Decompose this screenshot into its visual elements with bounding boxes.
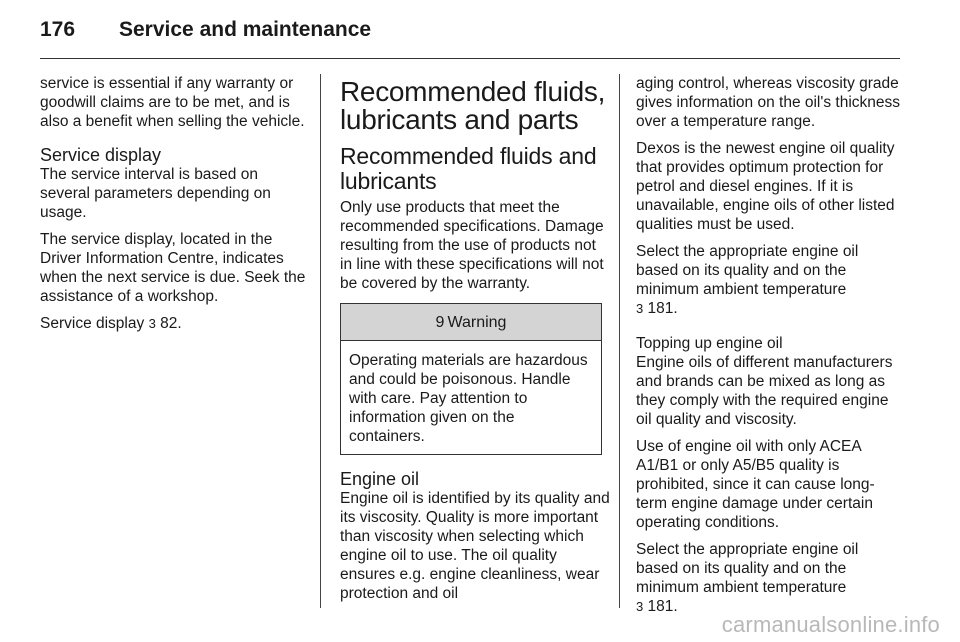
section-title: Service and maintenance <box>119 18 372 41</box>
topping-up-paragraph-1: Engine oils of different manufacturers and brands can be mixed as long as they comply with the required engine oil quality and viscosity. <box>636 354 893 428</box>
column-divider-2 <box>619 74 620 608</box>
dexos-paragraph: Dexos is the newest engine oil quality that provides optimum protection for petrol and diesel engines. If it is unavailable, engine oils of other listed qualities must be used. <box>636 140 895 233</box>
topping-up-heading: Topping up engine oil <box>636 335 783 352</box>
warning-text: Operating materials are hazardous and could be poisonous. Handle with care. Pay attention to information given on the containers. <box>349 352 588 445</box>
sub-heading: Recommended fluids and lubricants <box>340 143 597 194</box>
reference-arrow-icon: 3 <box>636 301 644 316</box>
page-number: 176 <box>40 18 76 41</box>
service-display-heading: Service display <box>40 145 162 165</box>
warning-header <box>341 304 601 341</box>
service-display-reference <box>40 314 310 333</box>
reference-label: Service display <box>40 315 145 332</box>
engine-oil-heading: Engine oil <box>340 469 420 489</box>
viscosity-paragraph: aging control, whereas viscosity grade gives information on the oil's thickness over a temperature range. <box>636 75 901 130</box>
reference-page[interactable]: 82. <box>160 315 182 332</box>
select-oil-text: Select the appropriate engine oil based on its quality and on the minimum ambient temperature <box>636 243 859 298</box>
warning-box <box>340 303 602 455</box>
main-heading: Recommended fluids, lubricants and parts <box>340 76 606 135</box>
select-oil-paragraph <box>636 242 904 318</box>
warning-triangle-icon: 9 <box>435 313 445 331</box>
column-3 <box>636 74 904 624</box>
fluids-intro-paragraph: Only use products that meet the recommended specifications. Damage resulting from the use of products not in line with these specifications will not be covered by the warranty. <box>340 199 604 292</box>
select-oil-text: Select the appropriate engine oil based on its quality and on the minimum ambient temperature <box>636 541 859 596</box>
column-2 <box>340 74 610 611</box>
page-header <box>40 18 900 54</box>
topping-up-paragraph-3 <box>636 540 904 616</box>
reference-page[interactable]: 181. <box>647 598 678 615</box>
reference-arrow-icon: 3 <box>148 316 156 331</box>
column-divider-1 <box>320 74 321 608</box>
service-display-paragraph-1: The service interval is based on several parameters depending on usage. <box>40 166 271 221</box>
header-rule <box>40 58 900 59</box>
column-1 <box>40 74 310 341</box>
topping-up-paragraph-2: Use of engine oil with only ACEA A1/B1 or only A5/B5 quality is prohibited, since it can cause long-term engine damage under certain operating conditions. <box>636 438 875 531</box>
engine-oil-paragraph: Engine oil is identified by its quality and its viscosity. Quality is more important than viscosity when selecting which engine oil to use. The oil quality ensures e.g. engine cleanliness, wear protection and oil <box>340 490 610 602</box>
service-display-paragraph-2: The service display, located in the Driver Information Centre, indicates when the next service is due. Seek the assistance of a workshop. <box>40 231 306 305</box>
intro-paragraph: service is essential if any warranty or goodwill claims are to be met, and is also a benefit when selling the vehicle. <box>40 75 305 130</box>
reference-page[interactable]: 181. <box>647 300 678 317</box>
reference-arrow-icon: 3 <box>636 599 644 614</box>
warning-title: Warning <box>447 313 507 331</box>
watermark: carmanualsonline.info <box>721 612 940 637</box>
